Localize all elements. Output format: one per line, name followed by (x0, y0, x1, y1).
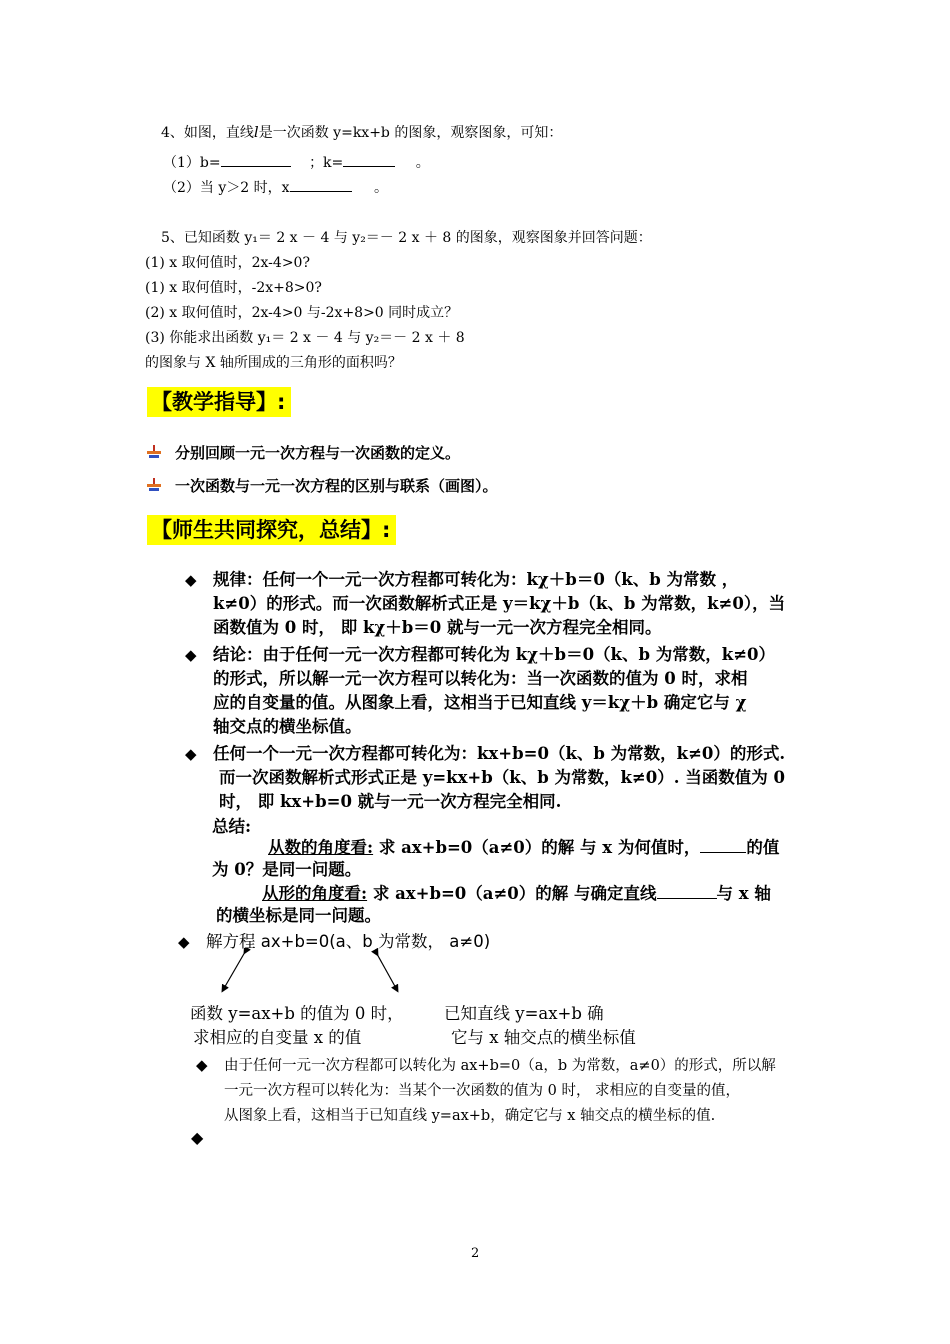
guide-item: 分别回顾一元一次方程与一次函数的定义。 (147, 442, 460, 463)
line-side: 已知直线 y=ax+b 确 它与 x 轴交点的横坐标值 (444, 1004, 636, 1047)
diamond-bullet-icon: ◆ (178, 933, 190, 951)
summary-label: 总结: (212, 817, 252, 836)
line-l-symbol: l (253, 123, 259, 141)
guide-heading: 【教学指导】: (147, 387, 291, 417)
q5-sub5: 的图象与 X 轴所围成的三角形的面积吗？ (145, 355, 402, 371)
conclusion-paragraph: ◆ 结论：由于任何一元一次方程都可转化为 kχ＋b＝0（k、b 为常数，k≠0） 的形式，所以解一元一次方程可以转化为：当一次函数的值为 0 时，求相 应的自变量的值。从图象上看，这相当于已知直线 y＝kχ＋b 确定它与 χ 轴交点的横坐标值。 (185, 645, 775, 736)
q5-sub4: (3) 你能求出函数 y₁＝ 2 x － 4 与 y₂＝－ 2 x ＋ 8 (145, 330, 465, 346)
diamond-bullet-icon: ◆ (185, 745, 197, 763)
diamond-bullet-icon: ◆ (196, 1056, 208, 1074)
left-double-arrow (223, 952, 245, 990)
diamond-bullet-icon: ◆ (191, 1128, 204, 1147)
blank-line[interactable] (657, 882, 717, 899)
q4-part1: （1）b= ；k= 。 (163, 151, 430, 173)
bullet-icon (147, 478, 161, 492)
shape-angle-line: 从形的角度看: 求 ax+b=0（a≠0）的解 与确定直线 与 x 轴 (262, 884, 771, 903)
bullet-icon (147, 445, 161, 459)
q4-part2: （2）当 y＞2 时，x 。 (163, 176, 388, 198)
q4-line1: 4、如图，直线l是一次函数 y=kx+b 的图象，观察图象，可知： (161, 123, 563, 141)
blank-x[interactable] (290, 176, 352, 192)
diamond-bullet-icon: ◆ (185, 646, 197, 664)
solve-equation-line: ◆ 解方程 ax+b=0(a、b 为常数， a≠0) (178, 930, 490, 954)
blank-k[interactable] (343, 151, 395, 167)
function-side: 函数 y=ax+b 的值为 0 时， 求相应的自变量 x 的值 (190, 1004, 404, 1047)
any-equation-paragraph: ◆ 任何一个一元一次方程都可转化为：kx+b=0（k、b 为常数，k≠0）的形式. 而一次函数解析式形式正是 y=kx+b（k、b 为常数，k≠0）. 当函数值为 0 时， 即 kx+b=0 就与一元一次方程完全相同. (185, 744, 786, 811)
page-number: 2 (471, 1246, 480, 1261)
blank-b[interactable] (221, 151, 291, 167)
last-paragraph: ◆ 由于任何一元一次方程都可以转化为 ax+b=0（a，b 为常数，a≠0）的形式，所以解 一元一次方程可以转化为：当某个一次函数的值为 0 时， 求相应的自变量的值， 从图象上看，这相当于已知直线 y=ax+b，确定它与 x 轴交点的横坐标的值. (196, 1053, 776, 1129)
guide-item: 一次函数与一元一次方程的区别与联系（画图）。 (147, 475, 498, 496)
explore-heading: 【师生共同探究，总结】: (147, 515, 396, 545)
number-angle-line: 从数的角度看: 求 ax+b=0（a≠0）的解 与 x 为何值时， 的值 (268, 838, 780, 857)
diamond-bullet-icon: ◆ (185, 571, 197, 589)
q5-sub2: (1) x 取何值时，-2x+8>0? (145, 280, 322, 296)
relation-arrows (215, 948, 405, 996)
shape-angle-line2: 的横坐标是同一问题。 (216, 906, 381, 925)
right-double-arrow (377, 954, 397, 990)
q5-line1: 5、已知函数 y₁＝ 2 x － 4 与 y₂＝－ 2 x ＋ 8 的图象，观察图象并回答问题： (161, 230, 652, 246)
rule-paragraph: ◆ 规律：任何一个一元一次方程都可转化为：kχ＋b＝0（k、b 为常数 ， k≠0）的形式。而一次函数解析式正是 y＝kχ＋b（k、b 为常数，k≠0），当 函数值为 0 时， 即 kχ＋b＝0 就与一元一次方程完全相同。 (185, 570, 786, 637)
q5-sub1: (1) x 取何值时，2x-4>0? (145, 255, 310, 271)
q5-sub3: (2) x 取何值时，2x-4>0 与-2x+8>0 同时成立？ (145, 305, 459, 321)
blank-value[interactable] (700, 836, 746, 853)
number-angle-line2: 为 0？是同一问题。 (212, 860, 362, 879)
